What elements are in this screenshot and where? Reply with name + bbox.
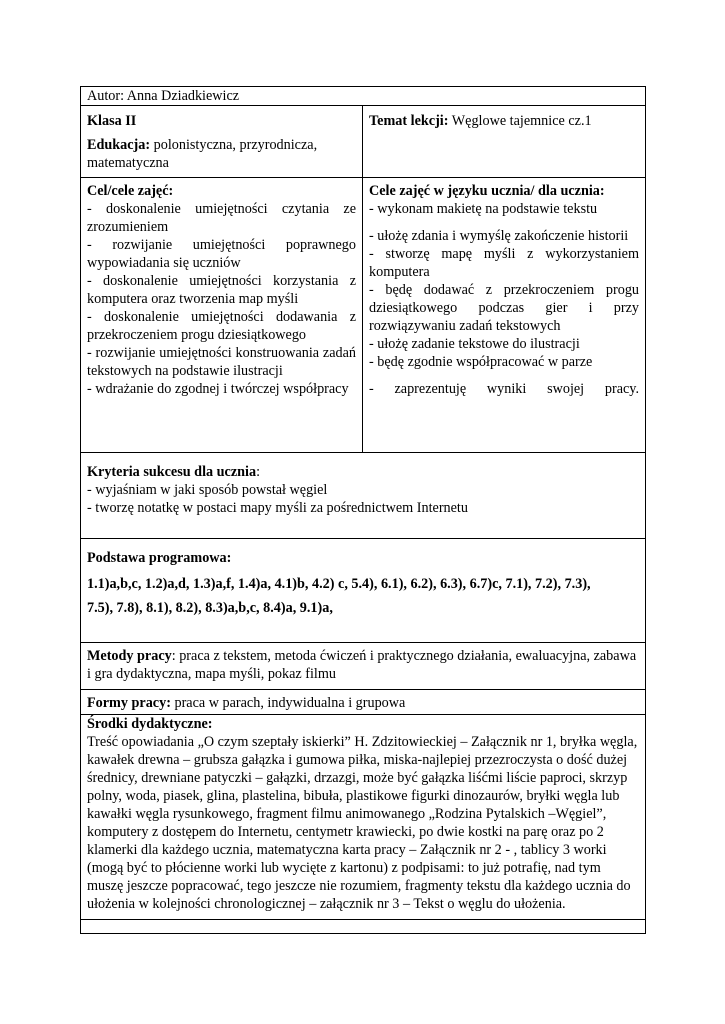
forms-heading: Formy pracy: (87, 695, 171, 711)
student-goal-item: - ułożę zadanie tekstowe do ilustracji (369, 336, 580, 352)
topic-value: Węglowe tajemnice cz.1 (448, 113, 592, 129)
curriculum-line-2: 7.5), 7.8), 8.1), 8.2), 8.3)a,b,c, 8.4)a, 9.1)a, (87, 600, 333, 616)
goal-item: - wdrażanie do zgodnej i twórczej współpracy (87, 381, 349, 397)
goal-item: - rozwijanie umiejętności poprawnego wypowiadania się uczniów (87, 237, 356, 271)
class-cell (81, 106, 363, 178)
curriculum-cell (81, 539, 646, 643)
author-cell (81, 87, 646, 106)
methods-text: : praca z tekstem, metoda ćwiczeń i praktycznego działania, ewaluacyjna, zabawa i gra dydaktyczna, mapa myśli, pokaz filmu (87, 648, 637, 682)
curriculum-line-1: 1.1)a,b,c, 1.2)a,d, 1.3)a,f, 1.4)a, 4.1)b, 4.2) c, 5.4), 6.1), 6.2), 6.3), 6.7)c, 7.1), 7.2), 7.3), (87, 576, 591, 592)
methods-heading: Metody pracy (87, 648, 172, 664)
criteria-colon: : (256, 464, 261, 480)
education-value: polonistyczna, przyrodnicza, matematyczna (87, 137, 318, 171)
resources-text: Treść opowiadania „O czym szeptały iskierki” H. Zdzitowieckiej – Załącznik nr 1, bryłka węgla, kawałek drewna – grubsza gałązka i gumowa piłka, miska-najlepiej przezroczysta o dość dużej średnicy, drewniane patyczki – gałązki, drzazgi, może być gałązka liśćmi liście paproci, skrzyp polny, woda, piasek, glina, plastelina, bibuła, plastikowe figurki dinozaurów, bryłki węgla lub kawałki węgla rysunkowego, fragment filmu animowanego „Rodzina Pytalskich –Węgiel”, komputery z dostępem do Internetu, centymetr krawiecki, po dwie kostki na parę oraz po 2 klamerki dla każdego ucznia, matematyczna karta pracy – Załącznik nr 2 - , tablicy 3 worki (mogą być to płócienne worki lub wycięte z kartonu) z podpisami: to już potrafię, nad tym muszę jeszcze popracować, tego jeszcze nie rozumiem, fragmenty tekstu dla każdego ucznia do ułożenia w kolejności chronologicznej – załącznik nr 3 – Tekst o węglu do ułożenia. (87, 734, 638, 912)
forms-cell (81, 690, 646, 715)
student-goals-cell (363, 178, 646, 453)
goals-heading: Cel/cele zajęć: (87, 183, 174, 199)
methods-cell (81, 643, 646, 690)
student-goal-item: - będę zgodnie współpracować w parze (369, 354, 593, 370)
resources-heading: Środki dydaktyczne: (87, 716, 213, 732)
student-goal-item: - zaprezentuję wyniki swojej pracy. (369, 381, 640, 397)
forms-text: praca w parach, indywidualna i grupowa (170, 695, 406, 711)
student-goal-item: - ułożę zdania i wymyślę zakończenie historii (369, 228, 629, 244)
criteria-item: - tworzę notatkę w postaci mapy myśli za pośrednictwem Internetu (87, 500, 468, 516)
class-label: Klasa II (87, 113, 137, 129)
goal-item: - doskonalenie umiejętności dodawania z przekroczeniem progu dziesiątkowego (87, 309, 356, 343)
goal-item: - doskonalenie umiejętności czytania ze zrozumieniem (87, 201, 356, 235)
student-goals-heading: Cele zajęć w języku ucznia/ dla ucznia: (369, 183, 605, 199)
topic-label: Temat lekcji: (369, 113, 449, 129)
student-goal-item: - stworzę mapę myśli z wykorzystaniem komputera (369, 246, 640, 280)
resources-cell (81, 715, 646, 920)
goal-item: - rozwijanie umiejętności konstruowania zadań tekstowych na podstawie ilustracji (87, 345, 356, 379)
topic-cell (363, 106, 646, 178)
goals-cell (81, 178, 363, 453)
education-label: Edukacja: (87, 137, 151, 153)
lesson-plan-table (80, 86, 646, 934)
student-goal-item: - będę dodawać z przekroczeniem progu dziesiątkowego podczas gier i przy rozwiązywaniu zadań tekstowych (369, 282, 640, 334)
curriculum-heading: Podstawa programowa: (87, 550, 232, 566)
author-text: Autor: Anna Dziadkiewicz (87, 88, 240, 104)
student-goal-item: - wykonam makietę na podstawie tekstu (369, 201, 598, 217)
goal-item: - doskonalenie umiejętności korzystania z komputera oraz tworzenia map myśli (87, 273, 356, 307)
criteria-heading: Kryteria sukcesu dla ucznia (87, 464, 257, 480)
empty-row (81, 920, 646, 934)
criteria-cell (81, 453, 646, 539)
criteria-item: - wyjaśniam w jaki sposób powstał węgiel (87, 482, 328, 498)
